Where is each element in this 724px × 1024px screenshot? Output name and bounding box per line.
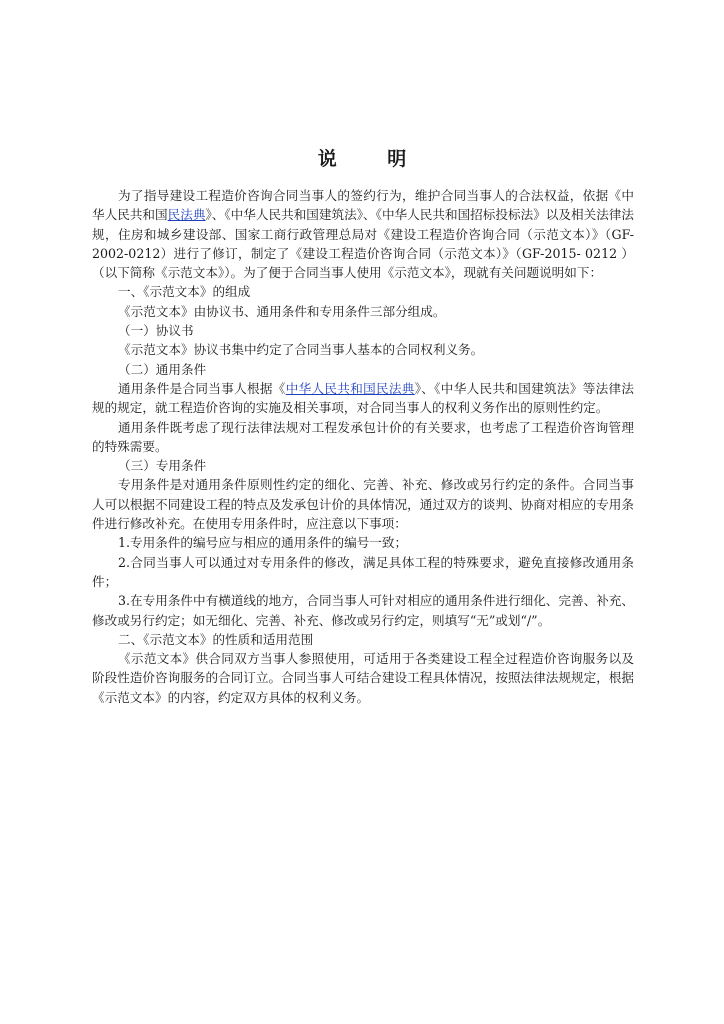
sub1-text: 《示范文本》协议书集中约定了合同当事人基本的合同权利义务。: [118, 342, 484, 358]
list-item-2: 2.合同当事人可以通过对专用条件的修改，满足具体工程的特殊要求，避免直接修改通用条件；: [92, 554, 634, 589]
sub2-paragraph-2: 通用条件既考虑了现行法律法规对工程发承包计价的有关要求，也考虑了工程造价咨询管理的特殊需要。: [92, 419, 634, 454]
page-title: 说 明: [317, 148, 429, 170]
section2-text: 《示范文本》供合同双方当事人参照使用，可适用于各类建设工程全过程造价咨询服务以及阶段性造价咨询服务的合同订立。合同当事人可结合建设工程具体情况，按照法律法规规定，根据《示范文本》的内容，约定双方具体的权利义务。: [92, 651, 634, 705]
list-item-1: 1.专用条件的编号应与相应的通用条件的编号一致；: [118, 535, 408, 551]
sub2-text-b: 》、《中华人民共和国建筑法》等法律法规的规定，就工程造价咨询的实施及相关事项，对合同当事人的权利义务作出的原则性约定。: [92, 380, 634, 416]
document-body: [92, 186, 634, 707]
sub3-heading: （三）专用条件: [118, 458, 207, 474]
civil-code-link[interactable]: 民法典: [167, 207, 206, 223]
sub2-paragraph-1: [92, 379, 634, 418]
intro-paragraph: [92, 186, 634, 282]
intro-text-b: 》、《中华人民共和国建筑法》、《中华人民共和国招标投标法》以及相关法律法规，住房和城乡建设部、国家工商行政管理总局对《建设工程造价咨询合同（示范文本）》（GF-2002-0212）进行了修订，制定了《建设工程造价咨询合同（示范文本）》（GF-2015- 0212 ）（以下简称《示范文本》）。为了便于合同当事人使用《示范文本》，现就有关问题说明如下：: [92, 207, 635, 281]
sub1-heading: （一）协议书: [118, 323, 194, 339]
section1-text: 《示范文本》由协议书、通用条件和专用条件三部分组成。: [118, 303, 446, 319]
sub3-paragraph-1: 专用条件是对通用条件原则性约定的细化、完善、补充、修改或另行约定的条件。合同当事人可以根据不同建设工程的特点及发承包计价的具体情况，通过双方的谈判、协商对相应的专用条件进行修改补充。在使用专用条件时，应注意以下事项：: [92, 477, 634, 532]
section2-heading: 二、《示范文本》的性质和适用范围: [118, 631, 314, 647]
intro-text-a: 为了指导建设工程造价咨询合同当事人的签约行为，维护合同当事人的合法权益，依据《中华人民共和国: [92, 188, 634, 223]
civil-code-full-link[interactable]: 中华人民共和国民法典: [285, 380, 415, 396]
section1-heading: 一、《示范文本》的组成: [118, 284, 251, 300]
list-item-3: 3.在专用条件中有横道线的地方，合同当事人可针对相应的通用条件进行细化、完善、补充、修改或另行约定；如无细化、完善、补充、修改或另行约定，则填写“无”或划“/”。: [92, 593, 634, 628]
sub2-heading: （二）通用条件: [118, 361, 207, 377]
sub2-text-a: 通用条件是合同当事人根据《: [118, 380, 286, 396]
